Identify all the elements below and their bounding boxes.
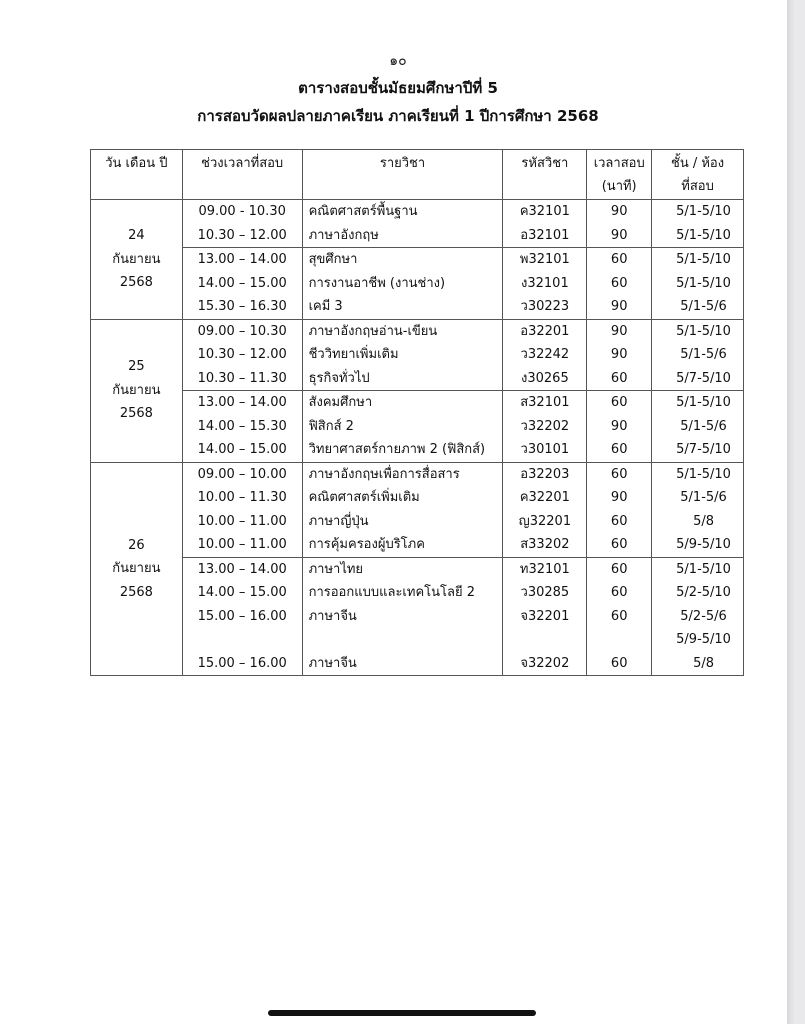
header-room-line1: ชั้น / ห้อง	[671, 156, 725, 171]
room-value: 5/1-5/6	[680, 490, 727, 505]
time-value: 10.30 – 12.00	[197, 227, 287, 243]
dur-value: 60	[610, 275, 628, 291]
subj-value: ธุรกิจทั่วไป	[308, 370, 370, 386]
code-value: อ32203	[520, 466, 570, 482]
room-value: 5/1-5/6	[680, 299, 727, 314]
dur-value: 60	[610, 513, 628, 529]
dur-value: 90	[610, 227, 628, 243]
dur-value: 60	[610, 608, 628, 624]
code-value: ว32202	[520, 418, 570, 434]
header-room	[652, 150, 744, 200]
room-value: 5/1-5/10	[676, 252, 731, 267]
room-value: 5/1-5/10	[676, 395, 731, 410]
time-cell	[182, 557, 302, 676]
subj-cell	[302, 248, 503, 320]
subj-value	[303, 628, 503, 652]
dur-value: 60	[610, 466, 628, 482]
subj-value: สุขศึกษา	[308, 252, 358, 267]
time-value: 15.00 – 16.00	[197, 608, 287, 624]
time-value: 10.00 – 11.30	[197, 490, 287, 505]
header-code: รหัสวิชา	[503, 150, 587, 200]
subj-value: ชีววิทยาเพิ่มเติม	[308, 347, 399, 362]
table-row	[91, 248, 744, 320]
dur-cell	[587, 557, 652, 676]
room-cell	[652, 200, 744, 248]
page-number: ๑๐	[389, 53, 407, 69]
dur-value	[587, 628, 651, 652]
dur-cell	[587, 462, 652, 557]
header-duration-line1: เวลาสอบ	[593, 156, 645, 171]
code-value: ญ32201	[518, 513, 572, 529]
room-value: 5/8	[693, 655, 715, 671]
room-cell	[652, 248, 744, 320]
code-value: อ32101	[520, 227, 570, 243]
subj-cell	[302, 557, 503, 676]
code-value	[503, 628, 586, 652]
date-year: 2568	[119, 584, 153, 600]
header-subject: รายวิชา	[302, 150, 503, 200]
dur-cell	[587, 319, 652, 391]
room-value: 5/1-5/10	[676, 227, 731, 243]
exam-date-cell	[91, 462, 183, 676]
time-value: 09.00 – 10.30	[197, 323, 287, 339]
subj-value: ภาษาอังกฤษ	[308, 227, 379, 243]
subj-value: การคุ้มครองผู้บริโภค	[308, 537, 425, 552]
header-duration-line2: (นาที)	[601, 179, 637, 194]
date-day: 25	[128, 359, 145, 375]
code-value: ค32101	[519, 204, 570, 219]
dur-value: 60	[610, 370, 628, 386]
code-value: ว30285	[520, 585, 570, 600]
table-row	[91, 200, 744, 248]
time-value: 09.00 – 10.00	[197, 466, 287, 482]
room-value: 5/7-5/10	[676, 370, 731, 386]
subj-value: ภาษาญี่ปุ่น	[308, 513, 369, 529]
table-row	[91, 557, 744, 676]
code-value: ว32242	[520, 347, 570, 362]
code-cell	[503, 248, 587, 320]
date-day: 24	[128, 228, 145, 243]
subj-value: สังคมศึกษา	[308, 395, 373, 410]
dur-value: 60	[610, 537, 628, 552]
time-value: 10.30 – 12.00	[197, 347, 287, 362]
code-value: ส32101	[520, 395, 570, 410]
subj-cell	[302, 200, 503, 248]
code-value: ส33202	[520, 537, 570, 552]
code-cell	[503, 557, 587, 676]
subj-value: ภาษาอังกฤษอ่าน-เขียน	[308, 323, 438, 339]
room-value: 5/1-5/10	[676, 275, 731, 291]
header-room-line2: ที่สอบ	[681, 179, 714, 194]
room-cell	[652, 462, 744, 557]
exam-date-cell	[91, 200, 183, 320]
room-value: 5/1-5/10	[676, 466, 731, 482]
code-value: จ32201	[520, 608, 570, 624]
time-value: 10.30 – 11.30	[197, 370, 287, 386]
subj-value: วิทยาศาสตร์กายภาพ 2 (ฟิสิกส์)	[308, 442, 486, 457]
dur-value: 60	[610, 561, 628, 577]
dur-cell	[587, 248, 652, 320]
table-row	[91, 391, 744, 463]
subj-value: ภาษาจีน	[308, 655, 357, 671]
room-value: 5/9-5/10	[676, 537, 731, 552]
time-cell	[182, 200, 302, 248]
date-month: กันยายน	[112, 251, 161, 267]
table-row	[91, 462, 744, 557]
room-value: 5/1-5/10	[676, 204, 731, 219]
room-cell	[652, 557, 744, 676]
subj-value: เคมี 3	[308, 299, 343, 314]
time-value: 14.00 – 15.00	[197, 585, 287, 600]
dur-value: 60	[610, 655, 628, 671]
time-value: 14.00 – 15.30	[197, 418, 287, 434]
code-value: จ32202	[520, 655, 570, 671]
table-header-row	[91, 150, 744, 200]
dur-cell	[587, 200, 652, 248]
room-value: 5/2-5/6	[680, 608, 727, 624]
subj-value: คณิตศาสตร์เพิ่มเติม	[308, 490, 420, 505]
exam-date-cell	[91, 319, 183, 462]
room-value: 5/1-5/6	[680, 347, 727, 362]
subj-value: คณิตศาสตร์พื้นฐาน	[308, 204, 418, 219]
room-value: 5/2-5/10	[676, 585, 731, 600]
room-cell	[652, 319, 744, 391]
time-cell	[182, 248, 302, 320]
room-value: 5/1-5/10	[676, 323, 731, 339]
subj-cell	[302, 462, 503, 557]
time-value: 14.00 – 15.00	[197, 275, 287, 291]
page-edge	[787, 0, 796, 1024]
date-year: 2568	[119, 275, 153, 290]
table-row	[91, 319, 744, 391]
document-title: ตารางสอบชั้นมัธยมศึกษาปีที่ 5	[298, 79, 498, 97]
time-value: 10.00 – 11.00	[197, 537, 287, 552]
room-value: 5/7-5/10	[676, 442, 731, 457]
code-cell	[503, 462, 587, 557]
dur-value: 60	[610, 442, 628, 457]
code-cell	[503, 319, 587, 391]
subj-value: ภาษาไทย	[308, 561, 364, 577]
time-cell	[182, 462, 302, 557]
header-duration	[587, 150, 652, 200]
time-value	[183, 628, 302, 652]
room-cell	[652, 391, 744, 463]
code-value: อ32201	[520, 323, 570, 339]
time-value: 13.00 – 14.00	[197, 395, 287, 410]
code-value: ว30101	[520, 442, 570, 457]
date-month: กันยายน	[112, 382, 161, 398]
dur-cell	[587, 391, 652, 463]
time-value: 13.00 – 14.00	[197, 252, 287, 267]
subj-value: ฟิสิกส์ 2	[308, 418, 354, 434]
time-cell	[182, 391, 302, 463]
room-value: 5/1-5/10	[676, 561, 731, 577]
subj-value: การงานอาชีพ (งานช่าง)	[308, 275, 446, 291]
room-value: 5/1-5/6	[680, 418, 727, 434]
time-value: 15.00 – 16.00	[197, 655, 287, 671]
subj-value: การออกแบบและเทคโนโลยี 2	[308, 585, 475, 600]
dur-value: 90	[610, 490, 628, 505]
dur-value: 90	[610, 418, 628, 434]
code-cell	[503, 200, 587, 248]
date-day: 26	[128, 537, 145, 553]
code-cell	[503, 391, 587, 463]
room-value: 5/8	[693, 513, 715, 529]
dur-value: 90	[610, 323, 628, 339]
document-subtitle: การสอบวัดผลปลายภาคเรียน ภาคเรียนที่ 1 ปีการศึกษา 2568	[197, 107, 599, 125]
code-value: ง32101	[521, 275, 569, 291]
subj-value: ภาษาจีน	[308, 608, 357, 624]
dur-value: 90	[610, 204, 628, 219]
time-value: 14.00 – 15.00	[197, 442, 287, 457]
dur-value: 60	[610, 395, 628, 410]
dur-value: 90	[610, 347, 628, 362]
dur-value: 60	[610, 585, 628, 600]
code-value: พ32101	[519, 252, 570, 267]
time-value: 15.30 – 16.30	[197, 299, 287, 314]
table-body	[91, 200, 744, 676]
subj-value: ภาษาอังกฤษเพื่อการสื่อสาร	[308, 466, 460, 482]
room-value: 5/9-5/10	[676, 632, 731, 647]
header-time: ช่วงเวลาที่สอบ	[182, 150, 302, 200]
subj-cell	[302, 319, 503, 391]
dur-value: 60	[610, 252, 628, 267]
exam-schedule-table	[90, 149, 744, 676]
date-month: กันยายน	[112, 561, 161, 576]
time-value: 09.00 - 10.30	[198, 204, 286, 219]
date-year: 2568	[119, 406, 153, 422]
home-indicator[interactable]	[268, 1010, 536, 1016]
code-value: ค32201	[519, 490, 570, 505]
time-value: 10.00 – 11.00	[197, 513, 287, 529]
dur-value: 90	[610, 299, 628, 314]
header-date: วัน เดือน ปี	[91, 150, 183, 200]
time-cell	[182, 319, 302, 391]
code-value: ง30265	[521, 370, 569, 386]
code-value: ท32101	[519, 561, 570, 577]
subj-cell	[302, 391, 503, 463]
code-value: ว30223	[520, 299, 570, 314]
time-value: 13.00 – 14.00	[197, 561, 287, 577]
